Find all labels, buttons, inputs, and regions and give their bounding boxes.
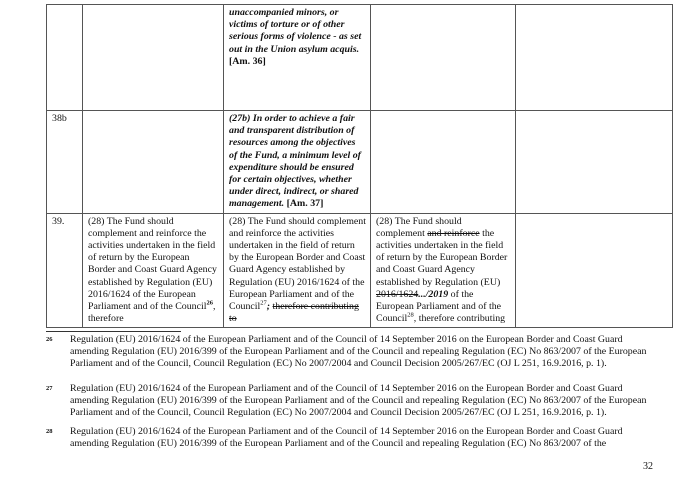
- footnote: [46, 426, 656, 450]
- amendment-number: [Am. 37]: [286, 198, 324, 210]
- amendment-text: (27b) In order to achieve a fair and transparent distribution of resources among the objectives of the Fund, a minimum level of expenditure should be ensured for certain objectives, whether under direct, indirect, or shared management.: [229, 113, 361, 210]
- footnote-reference: 26: [206, 299, 213, 307]
- commission-proposal-cell: [83, 5, 224, 111]
- row-number-cell: 39.: [47, 213, 83, 328]
- comments-cell: [516, 5, 673, 111]
- row-number-cell: [47, 5, 83, 111]
- footnote-number: 28: [46, 428, 53, 435]
- comparison-table: [46, 4, 673, 328]
- commission-proposal-cell: [83, 213, 224, 328]
- footnote-number: 27: [46, 385, 53, 392]
- inserted-punctuation: ;: [266, 301, 271, 313]
- council-position-cell: [371, 5, 516, 111]
- deleted-text: 2016/1624: [376, 288, 419, 300]
- comments-cell: [516, 213, 673, 328]
- recital-text: (28) The Fund should complement: [376, 215, 462, 239]
- recital-text-tail: , therefore: [88, 301, 216, 325]
- recital-text: of the European Parliament and of the Council: [376, 288, 502, 325]
- council-position-cell: [371, 213, 516, 328]
- commission-proposal-cell: [83, 111, 224, 214]
- footnote-reference: 27: [260, 299, 267, 307]
- footnote-text: Regulation (EU) 2016/1624 of the European Parliament and of the Council of 14 September 2016 on the European Border and Coast Guard amending Regulation (EU) 2016/399 of the European Parliament and of the Council and repealing Regulation (EC) No 863/2007 of the: [70, 426, 623, 450]
- amendment-number: [Am. 36]: [229, 55, 266, 67]
- parliament-position-cell: [224, 111, 371, 214]
- table-row: [47, 5, 673, 111]
- footnote-number: 26: [46, 336, 53, 343]
- table-row: [47, 213, 673, 328]
- deleted-text: therefore contributing to: [229, 301, 359, 325]
- recital-text: (28) The Fund should complement and reinforce the activities undertaken in the field of return by the European Border and Coast Guard Agency established by Regulation (EU) 2016/1624 of the European Parliament and of the Council: [229, 215, 366, 313]
- recital-text: (28) The Fund should complement and reinforce the activities undertaken in the field of return by the European Border and Coast Guard Agency established by Regulation (EU) 2016/1624 of the European Parliament and of the Council: [88, 215, 217, 313]
- parliament-position-cell: [224, 5, 371, 111]
- recital-text: the activities undertaken in the field of return by the European Border and Coast Guard Agency established by Regulation (EU): [376, 227, 508, 288]
- footnote-text: Regulation (EU) 2016/1624 of the European Parliament and of the Council of 14 September 2016 on the European Border and Coast Guard amending Regulation (EU) 2016/399 of the European Parliament and of the Council and repealing Regulation (EC) No 863/2007 of the European Parliament and of the Council, Council Regulation (EC) No 2007/2004 and Council Decision 2005/267/EC (OJ L 251, 16.9.2016, p. 1).: [70, 334, 647, 370]
- inserted-text: .../2019: [418, 288, 449, 300]
- footnote-separator: [46, 331, 181, 332]
- council-position-cell: [371, 111, 516, 214]
- comments-cell: [516, 111, 673, 214]
- amendment-text: unaccompanied minors, or victims of torture or of other serious forms of violence - as set out in the Union asylum acquis.: [229, 7, 362, 55]
- table-row: [47, 111, 673, 214]
- footnote-text: Regulation (EU) 2016/1624 of the European Parliament and of the Council of 14 September 2016 on the European Border and Coast Guard amending Regulation (EU) 2016/399 of the European Parliament and of the Council and repealing Regulation (EC) No 863/2007 of the European Parliament and of the Council, Council Regulation (EC) No 2007/2004 and Council Decision 2005/267/EC (OJ L 251, 16.9.2016, p. 1).: [70, 383, 647, 419]
- footnote: [46, 383, 656, 420]
- page-number: 32: [643, 461, 653, 472]
- parliament-position-cell: [224, 213, 371, 328]
- recital-text-tail: , therefore contributing: [413, 313, 506, 325]
- row-number-cell: 38b: [47, 111, 83, 214]
- footnote-reference: 28: [407, 311, 414, 319]
- deleted-text: and reinforce: [427, 227, 480, 239]
- footnote: [46, 334, 656, 371]
